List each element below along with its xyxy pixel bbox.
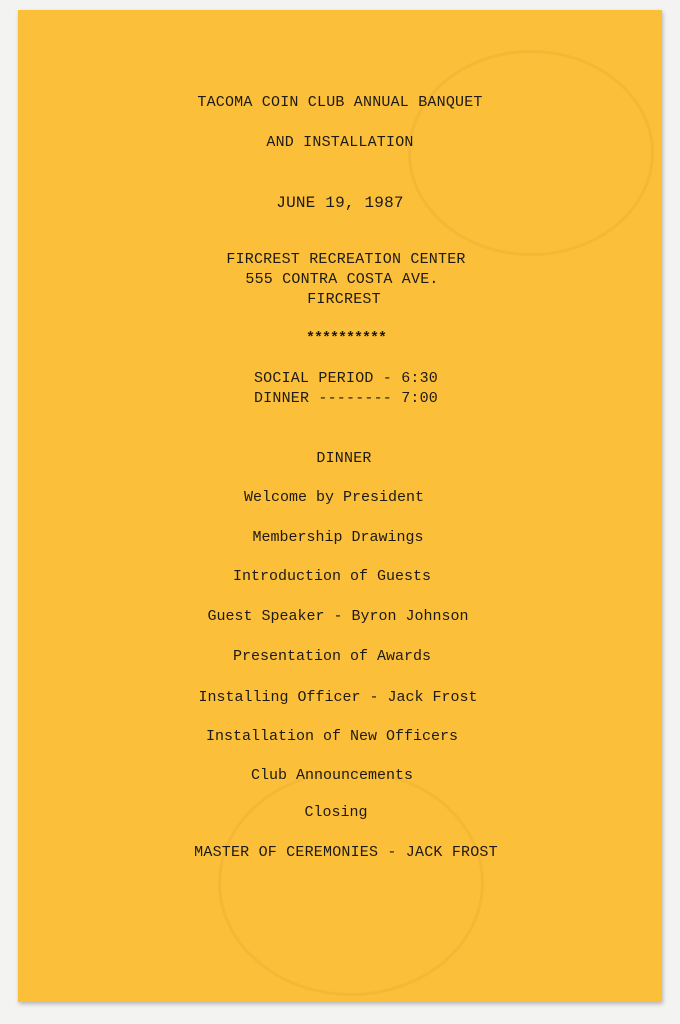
event-date: JUNE 19, 1987 (276, 194, 404, 212)
venue-name: FIRCREST RECREATION CENTER (226, 251, 466, 268)
banquet-subtitle: AND INSTALLATION (266, 134, 414, 151)
program-item: Presentation of Awards (232, 648, 432, 665)
program-item: Installing Officer - Jack Frost (198, 689, 478, 706)
program-item: Welcome by President (243, 489, 425, 506)
banquet-title: TACOMA COIN CLUB ANNUAL BANQUET (197, 94, 483, 111)
program-item-dinner: DINNER (316, 450, 372, 467)
bleed-through-seal-top (408, 50, 654, 256)
master-of-ceremonies: MASTER OF CEREMONIES - JACK FROST (194, 844, 498, 861)
venue-address: 555 CONTRA COSTA AVE. (245, 271, 439, 288)
venue-city: FIRCREST (307, 291, 381, 308)
program-item: Closing (304, 804, 368, 821)
program-item: Installation of New Officers (205, 728, 459, 745)
dinner-time: DINNER -------- 7:00 (253, 390, 439, 407)
divider-asterisks: ********** (305, 330, 386, 347)
program-item: Club Announcements (250, 767, 414, 784)
program-item: Membership Drawings (252, 529, 424, 546)
program-item: Guest Speaker - Byron Johnson (207, 608, 469, 625)
program-item: Introduction of Guests (232, 568, 432, 585)
social-period-time: SOCIAL PERIOD - 6:30 (253, 370, 439, 387)
